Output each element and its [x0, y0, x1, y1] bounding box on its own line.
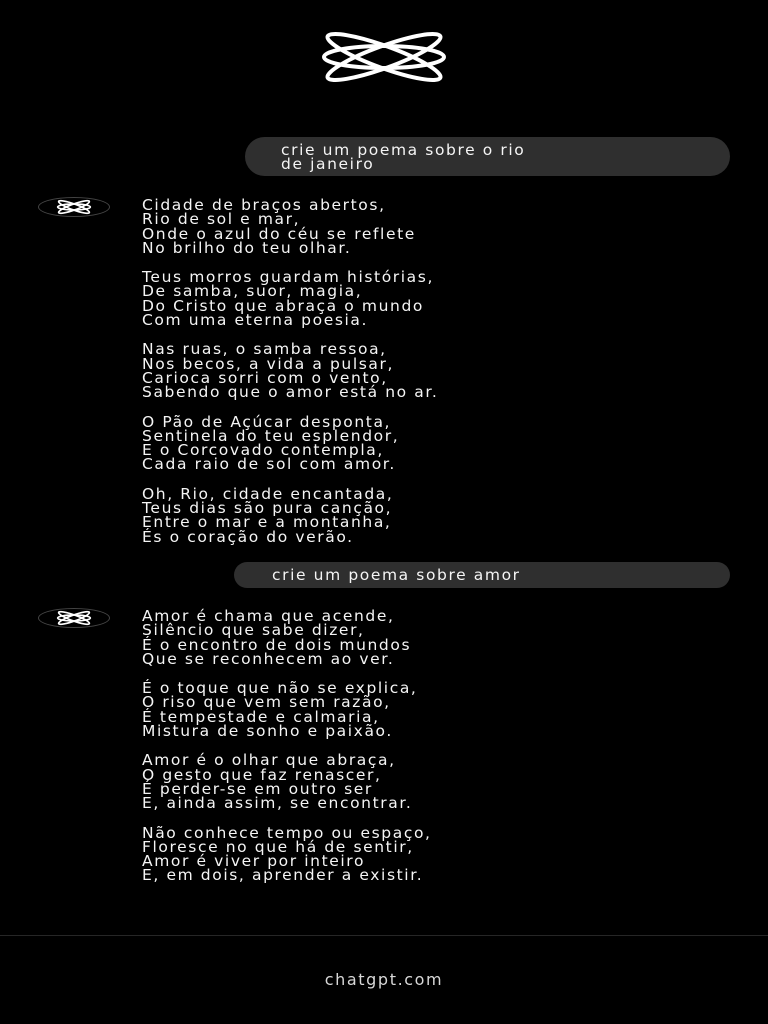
- poem-line: Sentinela do teu esplendor,: [142, 426, 400, 445]
- poem-stanza: [142, 751, 702, 813]
- poem-line: Silêncio que sabe dizer,: [142, 621, 365, 640]
- poem-line: E, em dois, aprender a existir.: [142, 866, 424, 885]
- poem-stanza: [142, 340, 702, 402]
- poem-line: Do Cristo que abraça o mundo: [142, 296, 424, 315]
- poem-line: O Pão de Açúcar desponta,: [142, 412, 392, 431]
- poem-line: Oh, Rio, cidade encantada,: [142, 484, 394, 503]
- assistant-avatar: [38, 608, 110, 628]
- poem-line: Cidade de braços abertos,: [142, 196, 386, 214]
- poem-line: Floresce no que há de sentir,: [142, 837, 414, 856]
- poem-line: Não conhece tempo ou espaço,: [142, 823, 432, 842]
- poem-line: É o toque que não se explica,: [142, 679, 418, 698]
- user-message-line: crie um poema sobre amor: [272, 566, 521, 584]
- poem-line: Amor é o olhar que abraça,: [142, 751, 396, 770]
- footer-divider: [0, 935, 768, 936]
- poem-line: Sabendo que o amor está no ar.: [142, 383, 439, 402]
- poem-line: Amor é chama que acende,: [142, 607, 395, 625]
- assistant-avatar: [38, 197, 110, 217]
- poem-line: E, ainda assim, se encontrar.: [142, 794, 413, 813]
- poem-line: Entre o mar e a montanha,: [142, 513, 392, 532]
- poem-line: Cada raio de sol com amor.: [142, 455, 396, 474]
- poem-stanza: [142, 823, 702, 885]
- poem-line: Com uma eterna poesia.: [142, 311, 369, 330]
- assistant-message: [142, 198, 702, 559]
- user-message-line: de janeiro: [281, 155, 375, 174]
- openai-logo-icon: [56, 199, 92, 215]
- poem-line: Teus dias são pura canção,: [142, 499, 393, 518]
- poem-line: No brilho do teu olhar.: [142, 238, 352, 257]
- poem-stanza: [142, 484, 702, 546]
- poem-line: É o encontro de dois mundos: [142, 635, 412, 654]
- user-message-line: crie um poema sobre o rio: [281, 141, 526, 159]
- poem-line: Mistura de sonho e paixão.: [142, 722, 393, 741]
- poem-line: O riso que vem sem razão,: [142, 693, 391, 712]
- poem-line: Nas ruas, o samba ressoa,: [142, 340, 387, 359]
- poem-line: Nos becos, a vida a pulsar,: [142, 354, 395, 373]
- poem-stanza: [142, 609, 702, 666]
- poem-line: Teus morros guardam histórias,: [142, 268, 434, 287]
- poem-line: De samba, suor, magia,: [142, 282, 363, 301]
- poem-line: Onde o azul do céu se reflete: [142, 224, 416, 243]
- poem-stanza: [142, 679, 702, 741]
- poem-stanza: [142, 268, 702, 330]
- openai-logo-icon: [56, 610, 92, 626]
- poem-line: É perder-se em outro ser: [142, 779, 373, 798]
- poem-line: Rio de sol e mar,: [142, 210, 301, 229]
- poem-line: E o Corcovado contempla,: [142, 441, 384, 460]
- poem-line: O gesto que faz renascer,: [142, 765, 382, 784]
- poem-line: Que se reconhecem ao ver.: [142, 649, 395, 668]
- poem-line: É tempestade e calmaria,: [142, 707, 380, 726]
- user-message-bubble: [234, 562, 730, 588]
- poem-stanza: [142, 198, 702, 255]
- user-message-bubble: [245, 137, 730, 176]
- assistant-message: [142, 609, 702, 898]
- poem-line: Amor é viver por inteiro: [142, 852, 366, 871]
- footer-url[interactable]: chatgpt.com: [324, 970, 444, 989]
- poem-line: Carioca sorri com o vento,: [142, 368, 388, 387]
- openai-logo-icon: [318, 32, 450, 82]
- poem-line: És o coração do verão.: [142, 527, 354, 546]
- poem-stanza: [142, 412, 702, 474]
